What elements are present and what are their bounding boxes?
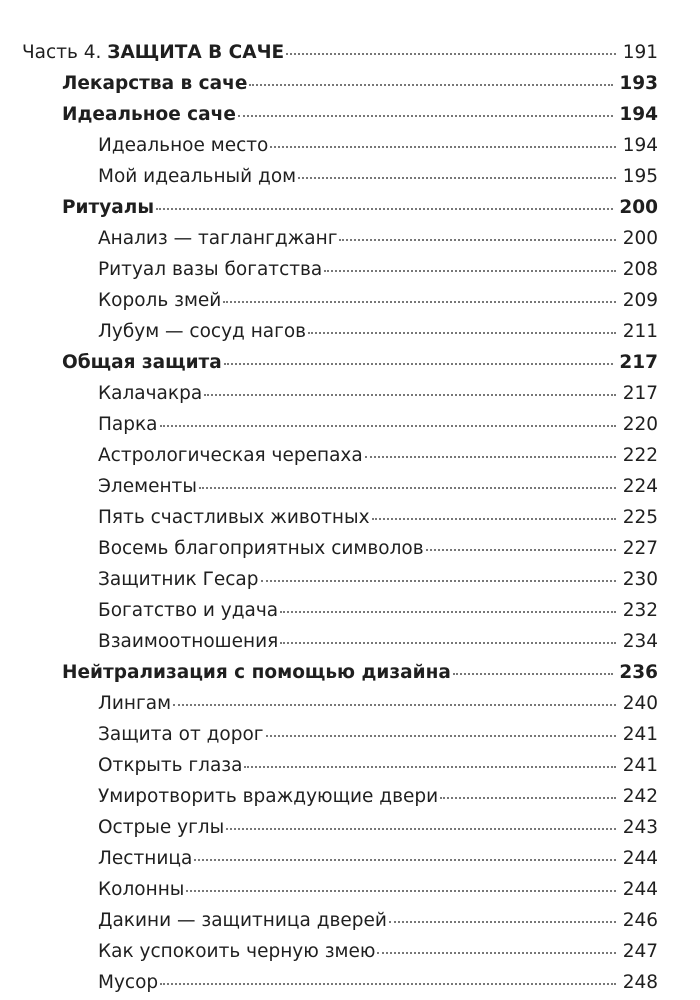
page-number: 241 — [622, 724, 658, 745]
toc-entry[interactable] — [62, 348, 658, 378]
page-number: 240 — [622, 693, 658, 714]
toc-entry-title: Идеальное саче — [62, 104, 236, 125]
page-number: 247 — [622, 941, 658, 962]
toc-entry-title: Лингам — [98, 693, 172, 714]
page-number: 248 — [622, 972, 658, 993]
toc-entry-title: Защитник Гесар — [98, 569, 259, 590]
toc-entry-title: Элементы — [98, 476, 197, 497]
page-number: 244 — [622, 848, 658, 869]
toc-entry[interactable] — [98, 968, 658, 998]
toc-entry[interactable] — [98, 255, 658, 285]
page-number: 194 — [619, 104, 658, 125]
toc-entry-title: Дакини — защитница дверей — [98, 910, 387, 931]
page-number: 244 — [622, 879, 658, 900]
toc-entry-part-4[interactable] — [22, 38, 658, 68]
toc-entry[interactable] — [98, 317, 658, 347]
page-number: 211 — [622, 321, 658, 342]
toc-entry[interactable] — [62, 193, 658, 223]
toc-entry[interactable] — [98, 131, 658, 161]
page-number: 200 — [622, 228, 658, 249]
page-number: 236 — [619, 662, 658, 683]
dot-leader — [280, 642, 616, 644]
page-number: 227 — [622, 538, 658, 559]
toc-entry[interactable] — [98, 472, 658, 502]
toc-entry-title: Защита от дорог — [98, 724, 264, 745]
page-number: 224 — [622, 476, 658, 497]
page-number: 234 — [622, 631, 658, 652]
toc-entry[interactable] — [98, 875, 658, 905]
dot-leader — [308, 332, 616, 334]
page-number: 246 — [622, 910, 658, 931]
page-number: 195 — [622, 166, 658, 187]
dot-leader — [389, 921, 616, 923]
toc-entry-title: Колонны — [98, 879, 185, 900]
dot-leader — [173, 704, 616, 706]
dot-leader — [238, 115, 613, 117]
toc-entry-title: Открыть глаза — [98, 755, 243, 776]
dot-leader — [194, 859, 616, 861]
toc-entry-title: Богатство и удача — [98, 600, 279, 621]
toc-entry-title: Ритуал вазы богатства — [98, 259, 323, 280]
toc-entry-title: Общая защита — [62, 352, 222, 373]
dot-leader — [426, 549, 616, 551]
toc-entry[interactable] — [98, 751, 658, 781]
dot-leader — [204, 394, 616, 396]
page-number: 225 — [622, 507, 658, 528]
toc-entry-title: Ритуалы — [62, 197, 155, 218]
dot-leader — [286, 53, 616, 55]
toc-entry[interactable] — [98, 441, 658, 471]
dot-leader — [156, 208, 613, 210]
toc-entry[interactable] — [98, 534, 658, 564]
toc-entry[interactable] — [98, 224, 658, 254]
toc-entry[interactable] — [98, 410, 658, 440]
toc-entry-title: Король змей — [98, 290, 222, 311]
part-prefix: Часть 4. — [22, 42, 108, 63]
dot-leader — [324, 270, 616, 272]
page-number: 209 — [622, 290, 658, 311]
page-number: 200 — [619, 197, 658, 218]
page-number: 193 — [619, 73, 658, 94]
page-number: 208 — [622, 259, 658, 280]
dot-leader — [266, 735, 616, 737]
page-number: 243 — [622, 817, 658, 838]
dot-leader — [453, 673, 614, 675]
toc-entry-title: Восемь благоприятных символов — [98, 538, 424, 559]
toc-entry[interactable] — [98, 937, 658, 967]
dot-leader — [244, 766, 616, 768]
toc-entry[interactable] — [98, 689, 658, 719]
dot-leader — [365, 456, 616, 458]
dot-leader — [280, 611, 616, 613]
toc-entry-title: Пять счастливых животных — [98, 507, 370, 528]
toc-entry-title: Умиротворить враждующие двери — [98, 786, 439, 807]
toc-entry[interactable] — [98, 503, 658, 533]
toc-entry[interactable] — [98, 286, 658, 316]
part-title: ЗАЩИТА В САЧЕ — [107, 42, 285, 63]
toc-entry[interactable] — [98, 379, 658, 409]
toc-entry[interactable] — [98, 596, 658, 626]
toc-entry[interactable] — [98, 162, 658, 192]
dot-leader — [372, 518, 616, 520]
dot-leader — [226, 828, 616, 830]
toc-entry[interactable] — [62, 69, 658, 99]
toc-entry[interactable] — [98, 565, 658, 595]
dot-leader — [298, 177, 616, 179]
dot-leader — [160, 983, 616, 985]
dot-leader — [199, 487, 616, 489]
page-number: 222 — [622, 445, 658, 466]
page-number: 220 — [622, 414, 658, 435]
page-number: 217 — [619, 352, 658, 373]
toc-entry[interactable] — [62, 658, 658, 688]
dot-leader — [224, 363, 614, 365]
toc-entry-title: Астрологическая черепаха — [98, 445, 363, 466]
page-number: 241 — [622, 755, 658, 776]
toc-entry[interactable] — [98, 844, 658, 874]
toc-entry-title: Калачакра — [98, 383, 203, 404]
toc-entry-title: Как успокоить черную змею — [98, 941, 376, 962]
dot-leader — [249, 84, 613, 86]
page-number: 232 — [622, 600, 658, 621]
toc-entry-title — [22, 38, 284, 68]
toc-entry-title: Лестница — [98, 848, 193, 869]
toc-entry-title: Взаимоотношения — [98, 631, 279, 652]
dot-leader — [186, 890, 616, 892]
toc-entry[interactable] — [62, 100, 658, 130]
page-number: 191 — [622, 42, 658, 63]
dot-leader — [440, 797, 616, 799]
toc-entry-title: Идеальное место — [98, 135, 269, 156]
dot-leader — [261, 580, 616, 582]
toc-entry[interactable] — [98, 627, 658, 657]
toc-entry-title: Острые углы — [98, 817, 225, 838]
dot-leader — [339, 239, 616, 241]
page-number: 230 — [622, 569, 658, 590]
toc-entry-title: Лубум — сосуд нагов — [98, 321, 307, 342]
page-number: 194 — [622, 135, 658, 156]
page-number: 242 — [622, 786, 658, 807]
toc-entry-title: Мой идеальный дом — [98, 166, 297, 187]
toc-entry[interactable] — [98, 782, 658, 812]
toc-entry-title: Анализ — таглангджанг — [98, 228, 338, 249]
toc-entry-title: Лекарства в саче — [62, 73, 248, 94]
toc-entry-title: Нейтрализация с помощью дизайна — [62, 662, 451, 683]
toc-entry[interactable] — [98, 813, 658, 843]
page-number: 217 — [622, 383, 658, 404]
toc-entry-title: Мусор — [98, 972, 159, 993]
toc-entry[interactable] — [98, 720, 658, 750]
dot-leader — [223, 301, 616, 303]
toc-entry[interactable] — [98, 906, 658, 936]
dot-leader — [160, 425, 616, 427]
dot-leader — [377, 952, 616, 954]
toc-entry-title: Парка — [98, 414, 158, 435]
dot-leader — [270, 146, 616, 148]
